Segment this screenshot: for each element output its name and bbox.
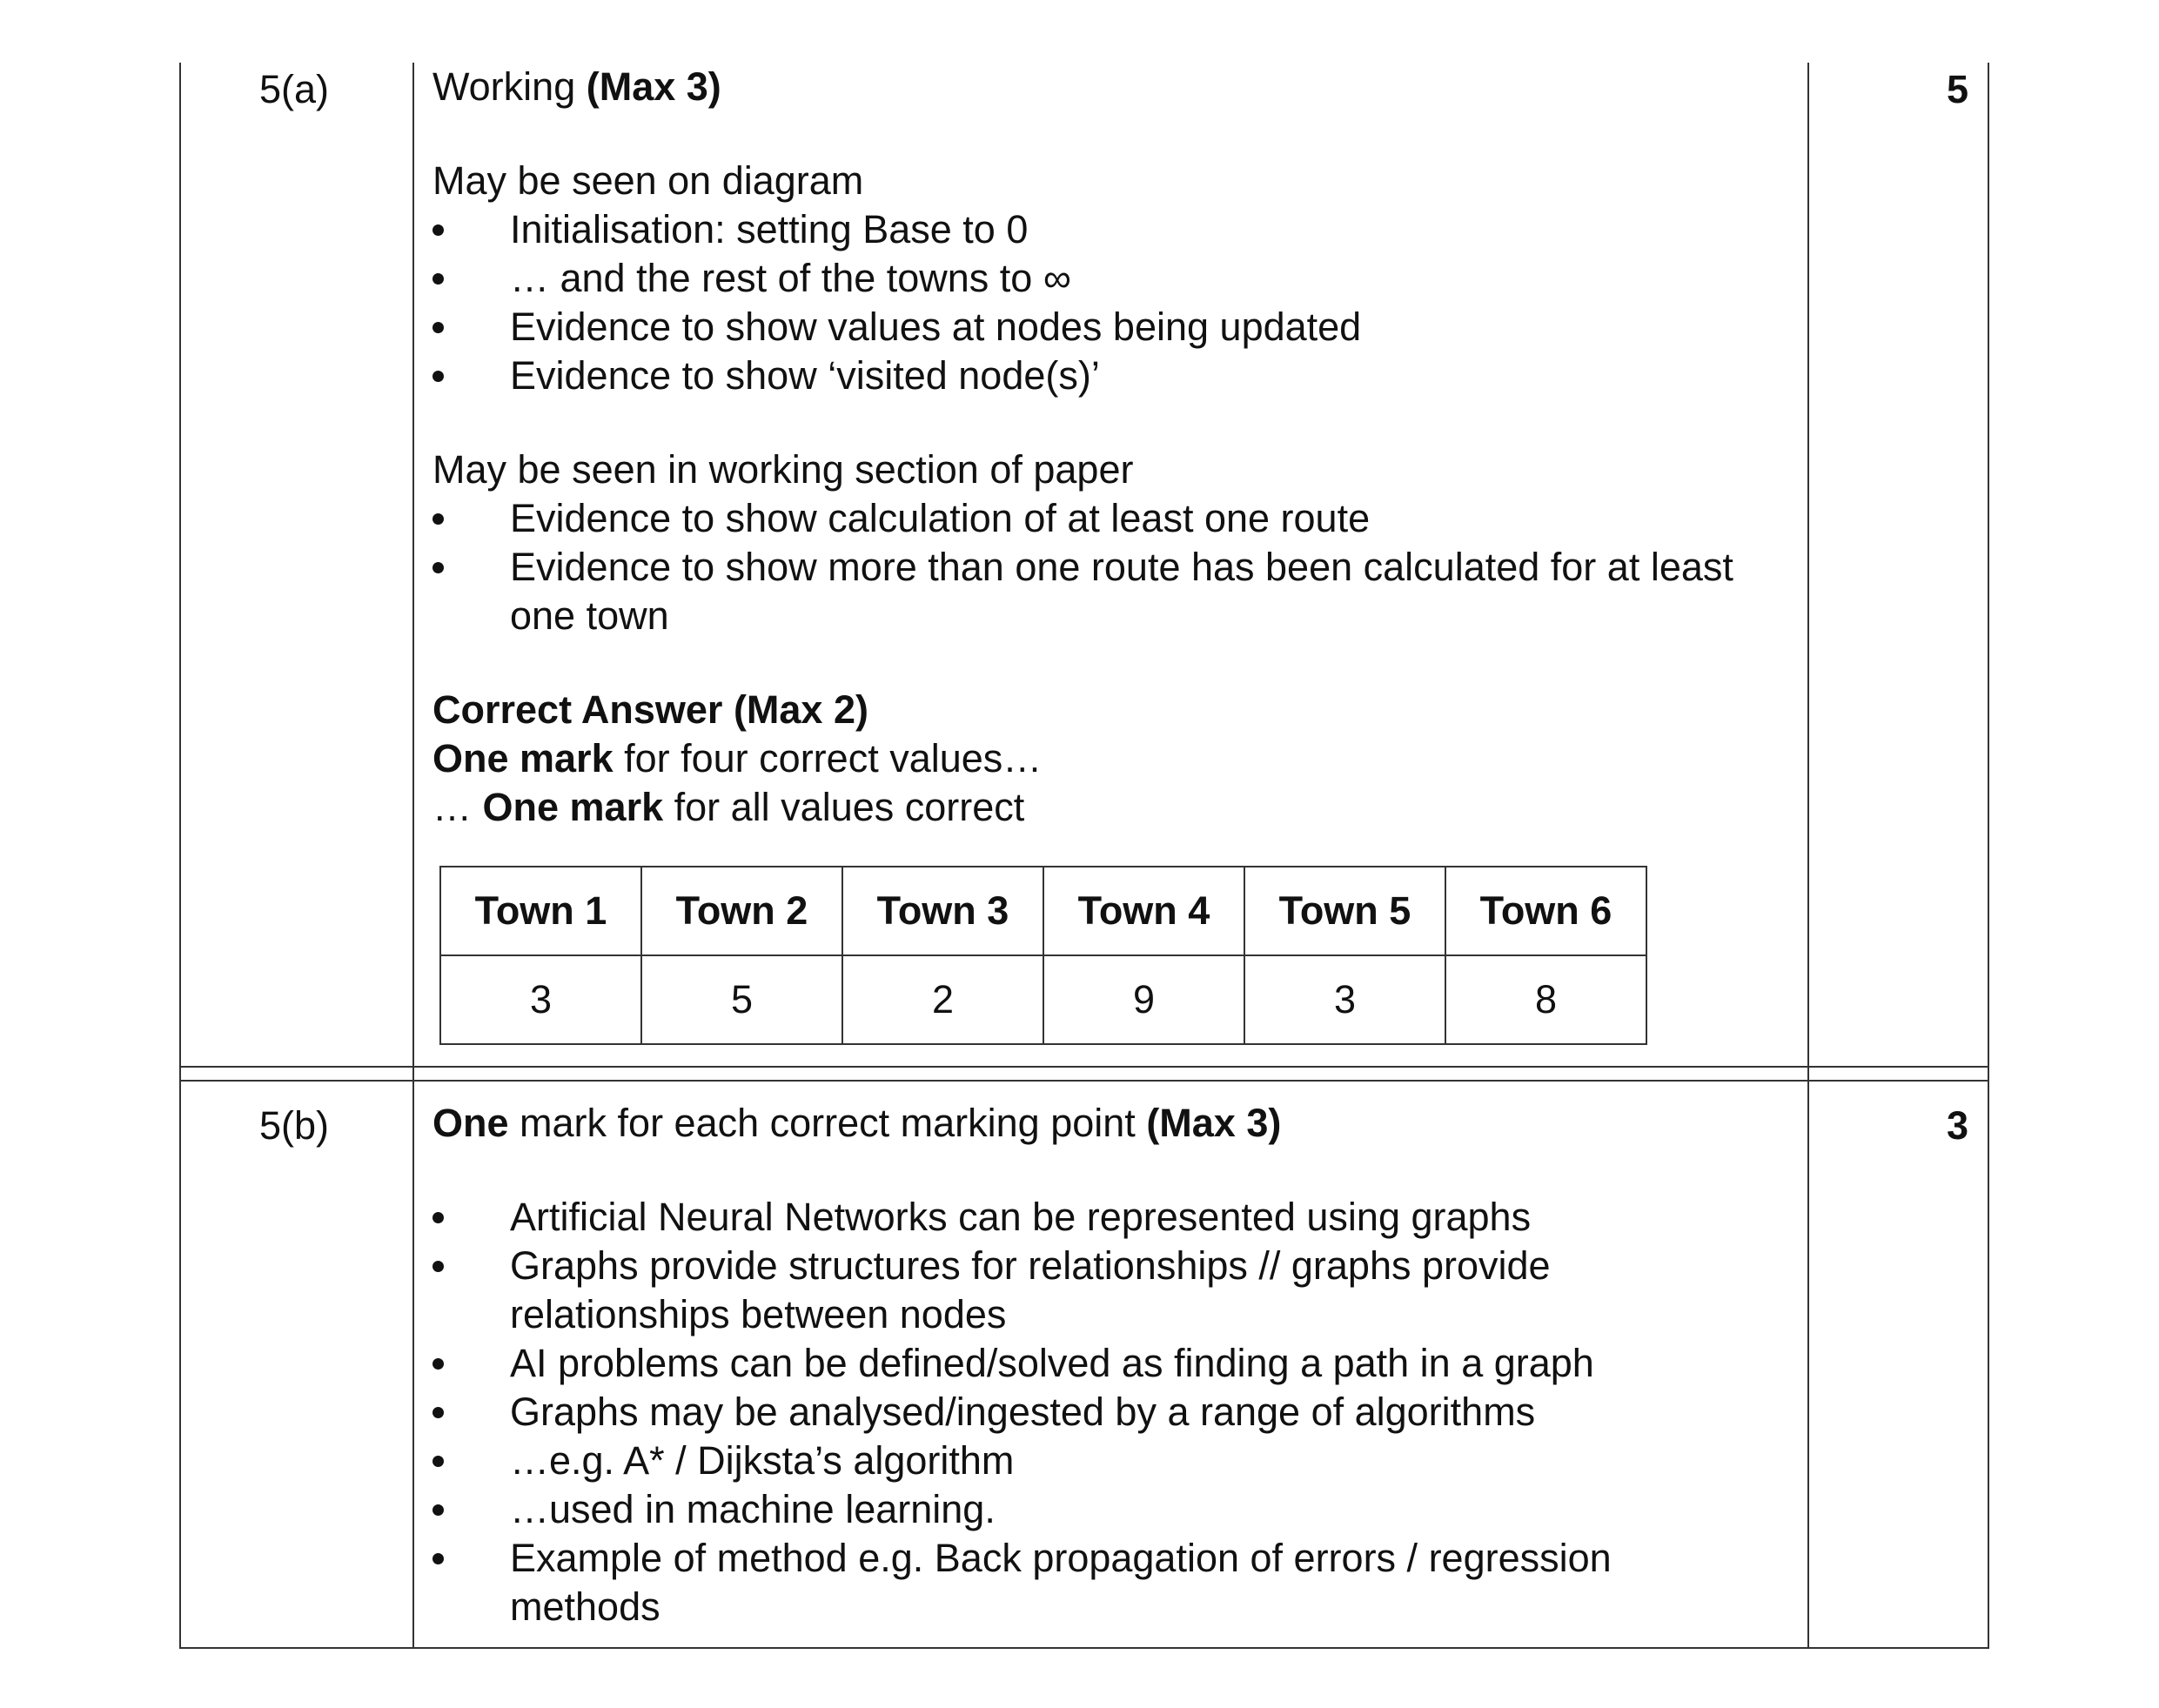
list-item: Example of method e.g. Back propagation of errors / regression methods	[432, 1534, 1790, 1631]
town-values-table	[439, 866, 1647, 1045]
table-header-cell: Town 6	[1445, 867, 1646, 955]
row-divider-top	[179, 1066, 1989, 1068]
list-item: Graphs provide structures for relationships // graphs provide relationships between nodes	[432, 1242, 1790, 1339]
list-item: …used in machine learning.	[432, 1485, 1790, 1534]
table-cell: 3	[440, 955, 641, 1044]
bullet-icon	[432, 224, 444, 236]
list-item: Evidence to show calculation of at least one route	[432, 494, 1790, 543]
table-cell: 3	[1244, 955, 1445, 1044]
row-divider-bottom	[179, 1080, 1989, 1082]
table-bottom-border	[179, 1647, 1989, 1649]
working-heading	[432, 63, 1790, 111]
bullet-icon	[432, 1212, 444, 1223]
list-item: Evidence to show values at nodes being updated	[432, 303, 1790, 352]
bullet-icon	[432, 273, 444, 285]
working-max: (Max 3)	[586, 64, 721, 109]
table-header-cell: Town 1	[440, 867, 641, 955]
question-number-5a: 5(a)	[259, 67, 330, 111]
answer-5b	[432, 1099, 1790, 1631]
list-item: …e.g. A* / Dijksta’s algorithm	[432, 1437, 1790, 1485]
bullet-icon	[432, 562, 444, 573]
question-number-5b: 5(b)	[259, 1103, 330, 1148]
list-item: Evidence to show ‘visited node(s)’	[432, 352, 1790, 400]
list-item: Evidence to show more than one route has been calculated for at least one town	[432, 543, 1790, 640]
diagram-points-list	[432, 205, 1790, 400]
list-item: Artificial Neural Networks can be represented using graphs	[432, 1193, 1790, 1242]
table-right-border	[1988, 63, 1989, 1648]
list-item: … and the rest of the towns to ∞	[432, 254, 1790, 303]
bullet-icon	[432, 1358, 444, 1370]
table-cell: 2	[842, 955, 1043, 1044]
bullet-icon	[432, 371, 444, 382]
table-cell: 8	[1445, 955, 1646, 1044]
bullet-icon	[432, 513, 444, 525]
list-item: Graphs may be analysed/ingested by a range of algorithms	[432, 1388, 1790, 1437]
paper-intro: May be seen in working section of paper	[432, 447, 1134, 492]
mark-rule-2: … One mark for all values correct	[432, 785, 1025, 829]
bullet-icon	[432, 1504, 444, 1516]
table-header-cell: Town 2	[641, 867, 842, 955]
marking-points-list	[432, 1193, 1790, 1631]
marks-5a: 5	[1946, 67, 1968, 111]
answer-5a	[432, 63, 1790, 832]
table-cell: 9	[1043, 955, 1244, 1044]
diagram-intro: May be seen on diagram	[432, 158, 864, 203]
bullet-icon	[432, 1261, 444, 1272]
table-row	[440, 955, 1646, 1044]
bullet-icon	[432, 1407, 444, 1418]
mark-rule-1: One mark for four correct values…	[432, 736, 1043, 780]
list-item: AI problems can be defined/solved as finding a path in a graph	[432, 1339, 1790, 1388]
column-divider-1	[412, 63, 414, 1648]
table-cell: 5	[641, 955, 842, 1044]
table-header-cell: Town 5	[1244, 867, 1445, 955]
table-header-row	[440, 867, 1646, 955]
working-label: Working	[432, 64, 576, 109]
marking-intro: One mark for each correct marking point (Max 3)	[432, 1101, 1282, 1145]
column-divider-2	[1807, 63, 1809, 1648]
bullet-icon	[432, 1553, 444, 1564]
correct-answer-heading: Correct Answer (Max 2)	[432, 687, 868, 732]
bullet-icon	[432, 322, 444, 333]
list-item: Initialisation: setting Base to 0	[432, 205, 1790, 254]
marks-5b: 3	[1946, 1103, 1968, 1148]
paper-points-list	[432, 494, 1790, 640]
table-left-border	[179, 63, 181, 1648]
table-header-cell: Town 4	[1043, 867, 1244, 955]
bullet-icon	[432, 1456, 444, 1467]
table-header-cell: Town 3	[842, 867, 1043, 955]
